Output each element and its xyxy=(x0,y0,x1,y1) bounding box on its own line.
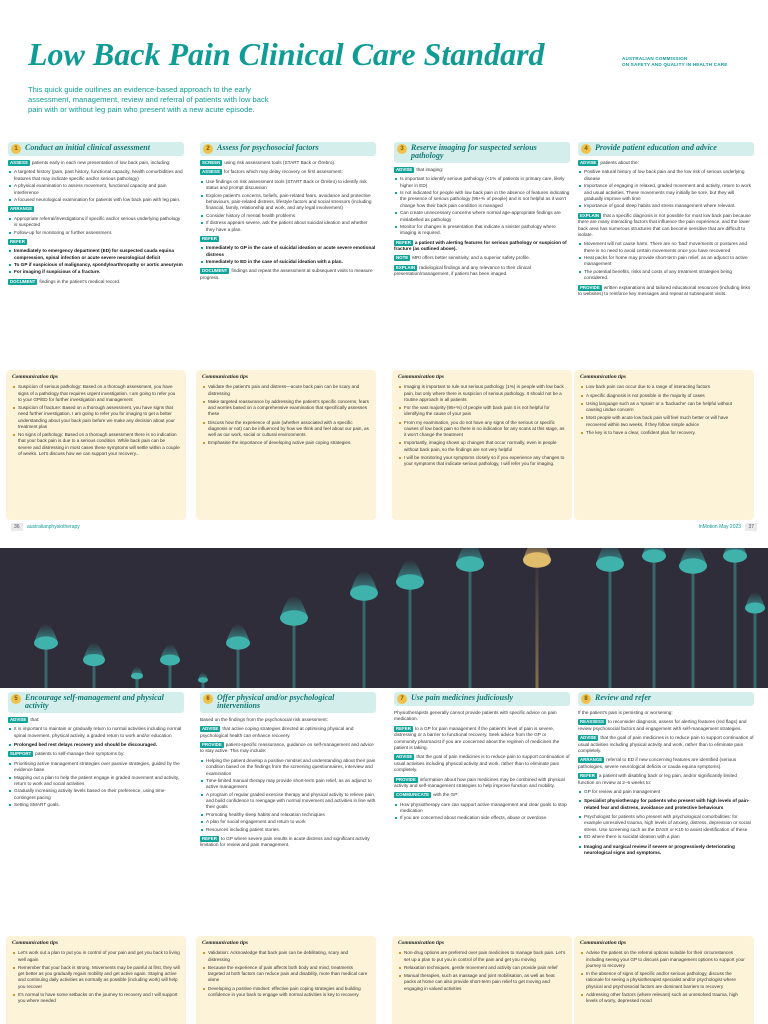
action-tag: PROVIDE xyxy=(396,776,416,782)
commission-logo xyxy=(622,56,742,67)
instruction-text: that a specific diagnosis is not possible for most low back pain because there are many interacting factors that influence the pain experience, and the lower back area has numerous structures that can become sensitive that are difficult to isolate. xyxy=(578,212,751,237)
bullet-item: Prolonged bed rest delays recovery and should be discouraged. xyxy=(14,742,184,748)
instruction-text: to reconsider diagnosis, assess for alerting features (red flags) and review psychosocial factors and engagement with self-management strategies. xyxy=(578,719,747,731)
bullet-item: Helping the patient develop a positive mindset and understanding about their pain condition based on the findings from the screening questionnaires, interview and examination xyxy=(206,757,376,776)
tip-item: Suspicion of serious pathology: Based on a thorough assessment, you have signs of a pathology that requires urgent investigation. I am going to refer you to your GP/ED for further investigation and management xyxy=(18,384,180,403)
tip-item: Advise the patient on the referral options suitable for their circumstances including seeing your GP to discuss pain management options to support your journey to recovery xyxy=(586,950,748,969)
section-5 xyxy=(8,692,184,811)
instruction-text: patients early in each new presentation of low back pain, including: xyxy=(31,160,171,165)
instruction-text: a patient with alerting features for serious pathology or suspicion of fracture (as outlined above). xyxy=(394,239,567,252)
page-number-left: 36 xyxy=(11,523,23,531)
bullet-item: If distress appears severe, ask the patient about suicidal ideation and whether they have a plan. xyxy=(206,220,376,233)
tip-item: Most people with acute low back pain will feel much better or will have recovered within two weeks, if they follow simple advice xyxy=(586,415,748,427)
intro-text: This quick guide outlines an evidence-based approach to the early assessment, management, review and referral of patients with low back pain with or without leg pain who present with a new acute episode. xyxy=(28,85,269,115)
bulb-head xyxy=(83,654,105,666)
bullet-item: Immediately to GP in the case of suicidal ideation or acute severe emotional distress xyxy=(206,245,376,257)
bullet-item: GP for review and pain management xyxy=(584,789,754,795)
tips-heading: Communication tips xyxy=(202,940,248,946)
instruction-text: patient-specific reassurance, guidance on self-management and advice to stay active. This may include: xyxy=(200,741,374,754)
tips-list xyxy=(12,384,180,457)
bullet-item: A plan for social engagement and return to work xyxy=(206,819,376,825)
action-tag: REFER xyxy=(202,836,217,842)
action-tag: REFER xyxy=(202,235,217,241)
bullet-item: Movement will not cause harm. There are no 'bad' movements or postures and there is no need to avoid certain movements once you have recovered xyxy=(584,241,754,254)
section-number: 7 xyxy=(397,694,407,704)
instruction-text: that active coping strategies directed at optimising physical and psychological health can enhance recovery. xyxy=(200,726,354,738)
instruction-paragraph xyxy=(200,836,376,849)
action-tag: SCREEN xyxy=(202,160,221,165)
communication-tips-6 xyxy=(196,936,376,1024)
section-number: 2 xyxy=(203,144,213,154)
instruction-text: using risk assessment tools (START Back or Örebro). xyxy=(224,160,336,165)
bulb-head xyxy=(280,610,308,625)
tip-item: Remember that your back is strong. Movements may be painful at first, they will get better as you gradually regain mobility and get active again. Staying active and continuing daily activities as normally as possible (including work) will help you recover xyxy=(18,964,180,989)
tip-item: In the absence of signs of specific and/or serious pathology, discuss the rationale for seeing a physiotherapist specialist and/or psychologist where physical and psychosocial factors are dominant barriers to recovery xyxy=(586,971,748,990)
bullet-list xyxy=(200,245,376,265)
instruction-paragraph xyxy=(578,719,754,732)
bullet-list xyxy=(8,248,184,276)
footer-issue: InMotion May 2023 xyxy=(698,524,742,530)
bullet-item: If you are concerned about medication side effects, abuse or overdose. xyxy=(400,815,570,821)
tip-item: Validate the patient's pain and distress—acute back pain can be scary and distressing xyxy=(208,384,370,396)
action-tag: COMMUNICATE xyxy=(396,792,430,798)
instruction-paragraph xyxy=(578,285,754,298)
bullet-item: Prioritising active management strategies over passive strategies, guided by the evidence base xyxy=(14,761,184,774)
instruction-paragraph xyxy=(578,735,754,754)
bullet-item: Follow-up for monitoring or further assessment. xyxy=(14,230,184,236)
tip-item: Make targeted reassurance by addressing the patient's specific concerns, fears and worries based on a comprehensive examination that specifically assesses these xyxy=(208,398,369,417)
section-title: Offer physical and/or psychological interventions xyxy=(217,693,335,711)
tip-item: The key is to have a clear, confident plan for recovery. xyxy=(586,430,748,436)
instruction-paragraph xyxy=(8,717,184,723)
bullet-item: It is important to maintain or gradually return to normal activities including normal spinal movement, physical activity, a graded return to work and/or education xyxy=(14,726,184,739)
action-tag: ADVISE xyxy=(10,716,27,722)
bulb-head xyxy=(456,556,484,571)
bullet-item: Use findings on risk assessment tools (START Back or Örebro) to identify risk status and prompt discussion xyxy=(206,179,376,192)
tips-heading: Communication tips xyxy=(580,374,626,380)
tips-heading: Communication tips xyxy=(12,940,58,946)
instruction-text: radiological findings and any relevance to their clinical presentation/management, if patient has been imaged. xyxy=(394,264,531,277)
instruction-paragraph xyxy=(200,742,376,755)
section-7 xyxy=(394,692,570,825)
tip-item: A specific diagnosis is not possible in the majority of cases xyxy=(586,393,748,399)
instruction-text: that the goal of pain medicines is to reduce pain to support continuation of usual activities including physical activity and work, rather than to eliminate pain completely. xyxy=(578,735,754,753)
instruction-text: written explanations and tailored educational resources (including links to websites) to reinforce key messages and repeat at subsequent visits. xyxy=(578,284,751,297)
action-tag: ASSESS xyxy=(10,160,28,165)
action-tag: REFER xyxy=(396,239,411,245)
action-tag: ARRANGE xyxy=(580,757,603,763)
section-header xyxy=(8,692,184,713)
action-tag: ADVISE xyxy=(396,166,413,172)
bullet-list xyxy=(578,789,754,795)
bullet-item: Resources including patient stories. xyxy=(206,827,376,833)
instruction-paragraph xyxy=(394,710,570,723)
section-header xyxy=(200,142,376,156)
tips-heading: Communication tips xyxy=(12,374,58,380)
bullet-item: ED where there is suicidal ideation with a plan xyxy=(584,834,754,840)
section-1 xyxy=(8,142,184,288)
bulb-head xyxy=(642,549,666,562)
tip-item: Using language such as a 'sprain' or a 'backache' can be helpful without causing undue concern xyxy=(586,401,748,413)
tip-item: Low back pain can occur due to a range of interacting factors xyxy=(586,384,748,390)
bulb-head xyxy=(160,655,180,666)
instruction-paragraph xyxy=(394,167,570,173)
instruction-text: patients to self-manage their symptoms by: xyxy=(35,751,125,757)
action-tag: ADVISE xyxy=(580,160,597,165)
bullet-list xyxy=(200,179,376,233)
bulb-head xyxy=(226,636,250,649)
communication-tips-7 xyxy=(392,936,572,1024)
bulb-head xyxy=(198,677,208,683)
tip-item: Developing a positive mindset: effective pain coping strategies and building confidence in your back to engage with normal activities is key to recovery xyxy=(208,986,370,998)
section-number: 1 xyxy=(11,144,21,154)
footer-publication: australianphysiotherapy xyxy=(26,524,80,530)
bulb-head xyxy=(350,585,378,600)
instruction-text: patients about the: xyxy=(600,160,639,165)
bulb-head xyxy=(396,574,424,589)
instruction-paragraph xyxy=(200,268,376,281)
bullet-item: Promoting healthy sleep habits and relaxation techniques xyxy=(206,812,376,818)
bullet-item: For imaging if suspicious of a fracture. xyxy=(14,269,184,275)
bulb-head xyxy=(523,552,551,567)
tips-list xyxy=(202,950,370,998)
bullet-item: A physical examination to assess movement, functional capacity and pain interference xyxy=(14,183,184,196)
bullet-item: A targeted history (pain, past history, functional capacity, health comorbidities and features that may indicate specific and/or serious pathology) xyxy=(14,169,183,181)
communication-tips-4 xyxy=(574,370,754,520)
section-title: Encourage self-management and physical activity xyxy=(25,693,164,711)
page-number-right: 37 xyxy=(745,523,757,531)
action-tag: EXPLAIN xyxy=(396,264,416,270)
instruction-text: Based on the findings from the psychosocial risk assessment: xyxy=(200,716,328,722)
action-tag: PROVIDE xyxy=(580,284,600,290)
logo-line-2: ON SAFETY AND QUALITY IN HEALTH CARE xyxy=(622,61,728,67)
bullet-item: Heat packs for home may provide short-term pain relief, as an adjunct to active management xyxy=(584,255,754,268)
bullet-item: To GP if suspicious of malignancy, spondyloarthropathy or aortic aneurysm xyxy=(14,262,183,268)
logo-line-1: AUSTRALIAN COMMISSION xyxy=(622,56,688,61)
instruction-paragraph xyxy=(394,777,570,790)
bullet-item: Gradually increasing activity levels based on their preference, using time-contingent pacing xyxy=(14,788,184,801)
bullet-list xyxy=(578,814,754,841)
section-header xyxy=(578,692,754,706)
bullet-list xyxy=(8,726,184,739)
instruction-text: to GP where severe pain results in acute distress and significant activity limitation for review and pain management. xyxy=(200,836,370,848)
section-title: Reserve imaging for suspected serious pathology xyxy=(411,143,537,161)
action-tag: REASSESS xyxy=(580,719,604,725)
action-tag: ADVISE xyxy=(396,754,413,760)
bulb-head xyxy=(131,673,143,680)
bullet-item: Positive natural history of low back pain and the low risk of serious underlying disease xyxy=(584,169,754,182)
section-number: 5 xyxy=(11,694,21,704)
bullet-item: Explore patient's concerns, beliefs, pain-related fears, avoidance and protective behaviours, pain-related distress, lifestyle factors and social stressors (including financial, family, relationship and work, and any legal involvement) xyxy=(206,193,376,212)
bullet-list xyxy=(578,844,754,857)
instruction-paragraph xyxy=(578,773,754,786)
instruction-text: information about how pain medicines may be combined with physical activity and self-management strategies to help improve function and mobility. xyxy=(394,776,565,788)
communication-tips-2 xyxy=(196,370,376,520)
tip-item: Importantly, imaging shows up changes that occur normally, even in people without back pain, so the findings are not very helpful xyxy=(404,440,566,452)
bullet-item: Immediately to ED in the case of suicidal ideation with a plan. xyxy=(206,259,376,265)
section-title: Review and refer xyxy=(595,693,651,702)
instruction-paragraph xyxy=(578,213,754,239)
tips-heading: Communication tips xyxy=(580,940,626,946)
bulb-head xyxy=(34,636,58,649)
bullet-item: The potential benefits, risks and costs of any treatment strategies being considered. xyxy=(584,269,754,282)
instruction-text: with the GP: xyxy=(433,792,459,798)
communication-tips-3 xyxy=(392,370,572,520)
bullet-list xyxy=(578,241,754,281)
bullet-item: Importance of engaging in relaxed, graded movement and activity, return to work and usual activities. These movements may initially be sore, but they will gradually improve with time xyxy=(584,183,754,202)
decorative-bulb-illustration xyxy=(0,548,768,688)
instruction-paragraph xyxy=(394,754,570,773)
instruction-paragraph xyxy=(394,255,570,261)
section-number: 8 xyxy=(581,694,591,704)
instruction-text: referral to ED if new concerning features are identified (serious pathologies, severe neurological deficits or cauda equina symptoms). xyxy=(578,757,737,769)
bulb-stem xyxy=(536,548,539,688)
bullet-item: Time-limited manual therapy may provide short-term pain relief, as an adjunct to active management xyxy=(206,778,376,791)
footer-right xyxy=(699,523,760,531)
action-tag: DOCUMENT xyxy=(202,268,228,274)
instruction-paragraph xyxy=(200,236,376,242)
bullet-item: Importance of good sleep habits and stress management where relevant. xyxy=(584,203,754,209)
bullet-list xyxy=(394,802,570,822)
tips-heading: Communication tips xyxy=(398,940,444,946)
bullet-list xyxy=(200,758,376,833)
instruction-paragraph xyxy=(394,726,570,752)
bullet-list xyxy=(394,176,570,237)
instruction-text: that imaging: xyxy=(416,166,444,172)
instruction-paragraph xyxy=(200,726,376,739)
tips-list xyxy=(398,384,566,467)
bullet-item: Consider history of mental health problems xyxy=(206,213,376,219)
bullet-item: Is not indicated for people with low back pain in the absence of features indicating the presence of serious pathology (95+% of people) and is not helpful as it won't change how their back pain condition is managed xyxy=(400,189,570,208)
instruction-text: a patient with disabling back or leg pain, and/or significantly limited function on review at 2–6 weeks to: xyxy=(578,773,737,785)
action-tag: ASSESS xyxy=(202,169,220,175)
section-header xyxy=(200,692,376,713)
instruction-text: If the patient's pain is persisting or worsening: xyxy=(578,710,673,715)
tips-list xyxy=(398,950,566,991)
tips-list xyxy=(12,950,180,1004)
tip-item: I will be monitoring your symptoms closely so if you experience any changes to your symptoms that indicate serious pathology, I will refer you for imaging. xyxy=(404,454,565,467)
bullet-list xyxy=(8,216,184,236)
bullet-item: Specialist physiotherapy for patients who present with high levels of pain-related fear and distress, avoidance and protective behaviours xyxy=(584,798,754,811)
bullet-item: Appropriate referral/investigations if specific and/or serious underlying pathology is suspected xyxy=(14,216,184,229)
tips-list xyxy=(202,384,370,446)
bottom-spread xyxy=(0,688,768,1024)
instruction-paragraph xyxy=(394,240,570,253)
bullet-list xyxy=(8,169,184,203)
instruction-text: to a GP for pain management if the patient's level of pain is severe, distressing or a barrier to functional recovery. Seek advice from the GP or community pharmacist if you are concerned about the regimen of medicines the patient is taking. xyxy=(394,725,560,750)
bulb-stem xyxy=(653,548,656,688)
tip-item: Addressing other factors (where relevant) such as unresolved trauma, high levels of worry, depressed mood xyxy=(586,992,748,1004)
action-tag: NOTE xyxy=(396,255,409,261)
instruction-text: for factors which may delay recovery on first assessment: xyxy=(223,169,343,175)
section-header xyxy=(394,692,570,706)
bullet-list xyxy=(578,169,754,209)
action-tag: REFER xyxy=(580,773,595,779)
action-tag: PROVIDE xyxy=(202,741,222,747)
tips-list xyxy=(580,384,748,436)
footer-left xyxy=(8,523,80,531)
instruction-text: that the goal of pain medicines is to reduce pain to support continuation of usual activities including physical activity and work, rather than to eliminate pain completely. xyxy=(394,754,570,773)
instruction-paragraph xyxy=(8,160,184,166)
instruction-text: findings in the patient's medical record. xyxy=(39,278,121,284)
instruction-paragraph xyxy=(8,751,184,757)
tips-heading: Communication tips xyxy=(398,374,444,380)
section-4 xyxy=(578,142,754,300)
section-title: Use pain medicines judiciously xyxy=(411,693,513,702)
section-header xyxy=(8,142,184,156)
bulb-head xyxy=(723,549,747,562)
bullet-item: Can create unnecessary concerns where normal age-appropriate findings are mislabelled as pathology xyxy=(400,210,570,223)
tip-item: From my examination, you do not have any signs of the serious or specific causes of low back pain so there is no indication for any scans at this stage, as it won't change the treatment xyxy=(404,419,565,438)
bullet-item: A focused neurological examination for patients with low back pain with leg pain. xyxy=(14,197,184,203)
instruction-paragraph xyxy=(578,757,754,770)
section-number: 3 xyxy=(397,144,407,154)
tip-item: It's normal to have some setbacks on the journey to recovery and I will support you where needed xyxy=(18,992,180,1004)
communication-tips-8 xyxy=(574,936,754,1024)
bullet-item: Monitor for changes in presentation that indicate a sinister pathology where imaging is required. xyxy=(400,224,570,237)
communication-tips-5 xyxy=(6,936,186,1024)
section-title: Conduct an initial clinical assessment xyxy=(25,143,150,152)
tip-item: Emphasise the importance of developing active pain coping strategies. xyxy=(208,440,370,446)
instruction-text: Physiotherapists generally cannot provide patients with specific advice on pain medication. xyxy=(394,710,557,722)
section-2 xyxy=(200,142,376,284)
tip-item: No signs of pathology: Based on a thorough assessment there is no indication that your back pain is due to a serious condition. While back pain can be severe and distressing in most cases these symptoms will settle within a couple of weeks. Let's discuss how we can support your recovery... xyxy=(18,432,180,456)
tip-item: Validation: Acknowledge that back pain can be debilitating, scary and distressing xyxy=(208,950,370,962)
section-header xyxy=(578,142,754,156)
bullet-item: How physiotherapy care can support active management and clear goals to stop medication xyxy=(400,802,570,815)
section-number: 6 xyxy=(203,694,213,704)
action-tag: EXPLAIN xyxy=(580,212,600,218)
tip-item: Manual therapies, such as massage and joint mobilisation, as well as heat packs at home can also provide short-term pain relief to get moving and engaging in valued activities xyxy=(404,973,566,992)
action-tag: DOCUMENT xyxy=(10,278,36,284)
tip-item: Let's work out a plan to put you in control of your pain and get you back to living well again xyxy=(18,950,180,962)
communication-tips-1 xyxy=(6,370,186,520)
instruction-paragraph xyxy=(8,206,184,212)
page-title: Low Back Pain Clinical Care Standard xyxy=(28,36,545,72)
instruction-paragraph xyxy=(200,160,376,166)
section-6 xyxy=(200,692,376,852)
instruction-paragraph xyxy=(8,239,184,245)
section-8 xyxy=(578,692,754,859)
bulb-head xyxy=(745,603,765,614)
tip-item: Suspicion of fracture: Based on a thorough assessment, you have signs that need further investigation. I am going to refer you for imaging to get a better understanding about your back pain before we make any decision about your treatment plan xyxy=(18,405,180,430)
bullet-item: Psychologist for patients who present with psychological comorbidities: for example unresolved trauma, high levels of anxiety, distress, depression or social stress. Use screening such as the DASS or K10 to assist identification of these xyxy=(584,814,754,833)
action-tag: ADVISE xyxy=(580,735,597,741)
tips-list xyxy=(580,950,748,1004)
tip-item: Imaging is important to rule out serious pathology (1%) in people with low back pain, but only where there is suspicion of serious pathology. It should not be a routine approach in all patients xyxy=(404,384,566,403)
instruction-paragraph xyxy=(578,160,754,166)
section-header xyxy=(394,142,570,163)
bulb-stem xyxy=(734,548,737,688)
bullet-item: Mapping out a plan to help the patient engage in graded movement and activity, return to work and social activities xyxy=(14,775,184,788)
tip-item: Discuss how the experience of pain (whether associated with a specific diagnosis or not) can be influenced by how we think and feel about our pain, as well as our work, social or cultural environments xyxy=(208,419,369,438)
section-title: Provide patient education and advice xyxy=(595,143,717,152)
instruction-paragraph xyxy=(394,265,570,278)
tip-item: Because the experience of pain affects both body and mind, treatments targeted at both factors can reduce pain and disability, more than medical care alone xyxy=(208,965,370,984)
bullet-list xyxy=(578,798,754,811)
section-number: 4 xyxy=(581,144,591,154)
action-tag: REFER xyxy=(10,238,25,244)
action-tag: SUPPORT xyxy=(10,751,32,757)
bullet-item: Is important to identify serious pathology (<1% of patients in primary care, likely higher in ED) xyxy=(400,176,570,189)
bullet-item: A program of regular graded exercise therapy and physical activity to relieve pain, and build confidence to reengage with normal movement and activities in line with their goals xyxy=(206,791,376,810)
tip-item: For the vast majority (95+%) of people with back pain it is not helpful for identifying the cause of your pain xyxy=(404,405,566,417)
tip-item: Non-drug options are preferred over pain medicines to manage back pain. Let's set up a plan to put you in control of the pain and get you moving xyxy=(404,950,566,962)
instruction-paragraph xyxy=(394,792,570,798)
tip-item: Relaxation techniques, gentle movement and activity can provide pain relief xyxy=(404,965,566,971)
tips-heading: Communication tips xyxy=(202,374,248,380)
action-tag: REFER xyxy=(396,725,411,731)
bulb-head xyxy=(679,558,707,573)
bullet-item: Imaging and surgical review if severe or progressively deteriorating neurological signs and symptoms. xyxy=(584,844,754,857)
section-3 xyxy=(394,142,570,281)
action-tag: ARRANGE xyxy=(10,206,33,212)
bullet-item: Setting SMART goals. xyxy=(14,802,184,808)
bullet-list xyxy=(8,761,184,809)
instruction-text: that: xyxy=(30,716,40,722)
action-tag: ADVISE xyxy=(202,726,219,732)
instruction-paragraph xyxy=(200,717,376,723)
instruction-paragraph xyxy=(8,279,184,285)
section-title: Assess for psychosocial factors xyxy=(217,143,319,152)
bullet-item: Immediately to emergency department (ED) for suspected cauda equina compression, spinal infection or acute severe neurological deficit xyxy=(14,248,184,261)
bullet-list xyxy=(8,742,184,748)
instruction-paragraph xyxy=(578,710,754,716)
instruction-text: findings and repeat the assessment at subsequent visits to measure progress. xyxy=(200,268,373,280)
bulb-head xyxy=(596,556,624,571)
instruction-paragraph xyxy=(200,169,376,175)
instruction-text: MRI offers better sensitivity, and a superior safety profile. xyxy=(412,255,531,261)
